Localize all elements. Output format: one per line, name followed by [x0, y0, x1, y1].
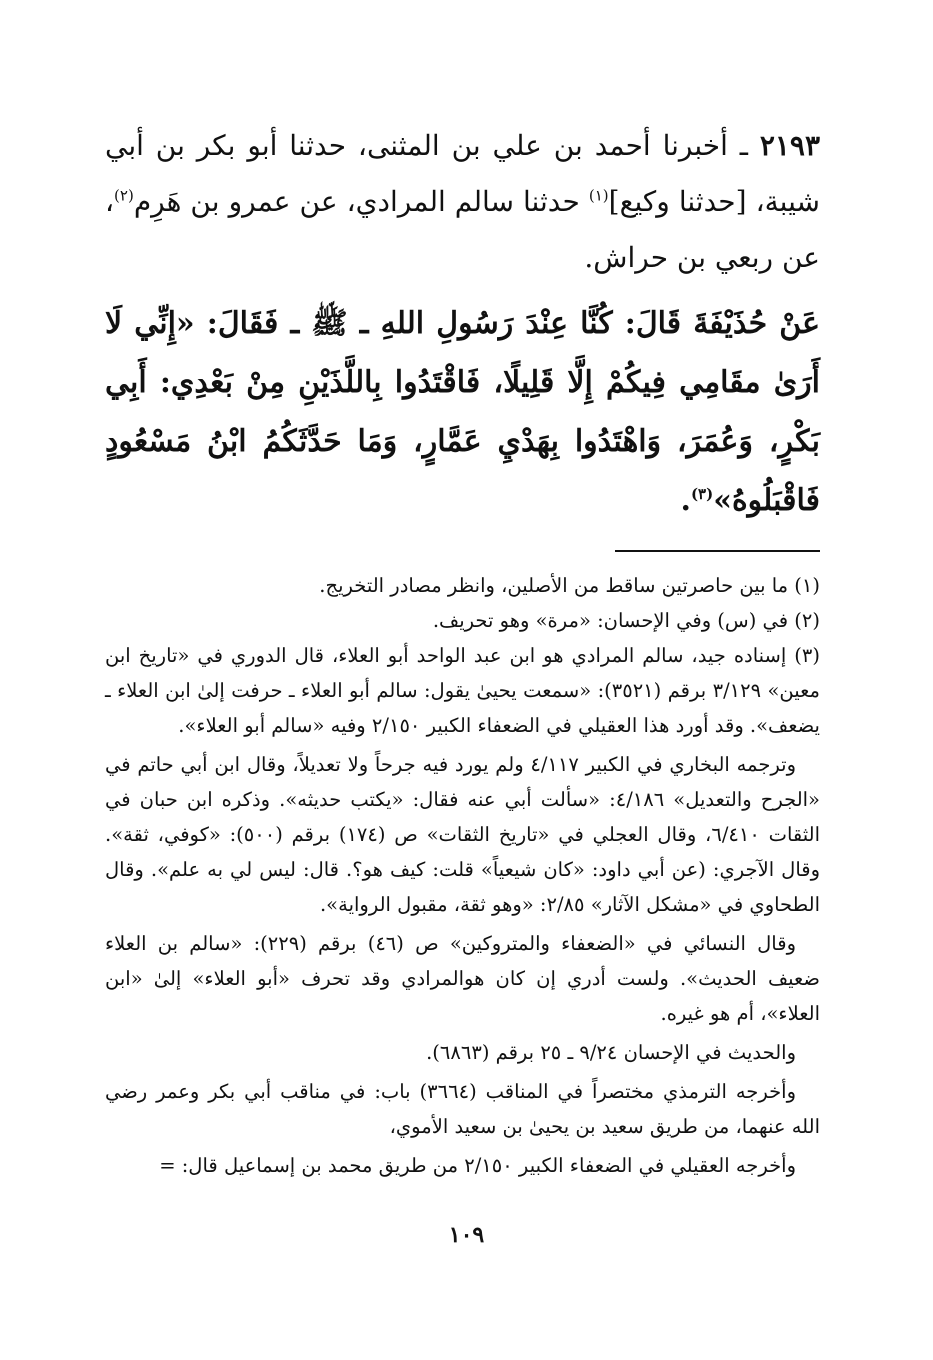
footnote-3-paragraph-5: وأخرجه الترمذي مختصراً في المناقب (٣٦٦٤) باب: في مناقب أبي بكر وعمر رضي الله عنهما، من طريق سعيد بن يحيىٰ بن سعيد الأموي، [105, 1080, 820, 1138]
footnote-3-paragraph-6: وأخرجه العقيلي في الضعفاء الكبير ٢/١٥٠ من طريق محمد بن إسماعيل قال: = [159, 1154, 796, 1177]
hadith-number: ٢١٩٣ [759, 129, 820, 162]
matn-end: . [680, 483, 691, 518]
footnote-separator [615, 550, 820, 552]
isnad-text-2: حدثنا سالم المرادي، عن عمرو بن هَرِم [133, 185, 589, 218]
footnote-3: (٣) إسناده جيد، سالم المرادي هو ابن عبد الواحد أبو العلاء، قال الدوري في «تاريخ ابن معين» ٣/١٢٩ برقم (٣٥٢١): «سمعت يحيىٰ يقول: سالم أبو العلاء ـ حرفت إلىٰ ابن العلاء ـ يضعف». وقد أورد هذا العقيلي في الضعفاء الكبير ٢/١٥٠ وفيه «سالم أبو العلاء». [105, 644, 820, 737]
page-body [105, 118, 820, 1183]
footnote-ref-1[interactable]: (١) [588, 186, 609, 205]
footnote-ref-3[interactable]: (٣) [690, 485, 714, 503]
footnote-3-paragraph-2: وترجمه البخاري في الكبير ٤/١١٧ ولم يورد فيه جرحاً ولا تعديلاً، وقال ابن أبي حاتم في «الجرح والتعديل» ٤/١٨٦: «سألت أبي عنه فقال: «يكتب حديثه». وذكره ابن حبان في الثقات ٦/٤١٠، وقال العجلي في «تاريخ الثقات» ص (١٧٤) برقم (٥٠٠): «كوفي، ثقة». وقال الآجري: (عن أبي داود: «كان شيعياً» قلت: كيف هو؟. قال: ليس لي به علم». وقال الطحاوي في «مشكل الآثار» ٢/٨٥: «وهو ثقة، مقبول الرواية». [105, 753, 820, 916]
footnotes [105, 568, 820, 1183]
footnote-1: (١) ما بين حاصرتين ساقط من الأصلين، وانظر مصادر التخريج. [319, 574, 820, 597]
isnad-text-3: ، عن ربعي بن حراش. [105, 185, 820, 274]
footnote-ref-2[interactable]: (٢) [114, 186, 134, 205]
matn-paragraph [105, 294, 820, 530]
footnote-3-paragraph-4: والحديث في الإحسان ٩/٢٤ ـ ٢٥ برقم (٦٨٦٣). [426, 1041, 796, 1064]
footnote-2: (٢) في (س) وفي الإحسان: «مرة» وهو تحريف. [432, 609, 820, 632]
footnote-3-paragraph-3: وقال النسائي في «الضعفاء والمتروكين» ص (٤٦) برقم (٢٢٩): «سالم بن العلاء ضعيف الحديث». ولست أدري إن كان هوالمرادي وقد تحرف «أبو العلاء» إلىٰ «ابن العلاء»، أم هو غيره. [105, 932, 820, 1025]
page-number: ١٠٩ [448, 1222, 485, 1248]
isnad-paragraph [105, 118, 820, 286]
matn-text: عَنْ حُذَيْفَةَ قَالَ: كُنَّا عِنْدَ رَسُولِ اللهِ ـ ﷺ ـ فَقَالَ: «إِنِّي لَا أَرَىٰ مقَامِي فِيكُمْ إِلَّا قَلِيلًا، فَاقْتَدُوا بِاللَّذَيْنِ مِنْ بَعْدِي: أَبِي بَكْرٍ، وَعُمَرَ، وَاهْتَدُوا بِهَدْيِ عَمَّارٍ، وَمَا حَدَّثَكُمُ ابْنُ مَسْعُودٍ فَاقْبَلُوهُ» [105, 306, 820, 518]
isnad-text-1: ـ أخبرنا أحمد بن علي بن المثنى، حدثنا أبو بكر بن أبي شيبة، [حدثنا وكيع] [105, 129, 820, 218]
